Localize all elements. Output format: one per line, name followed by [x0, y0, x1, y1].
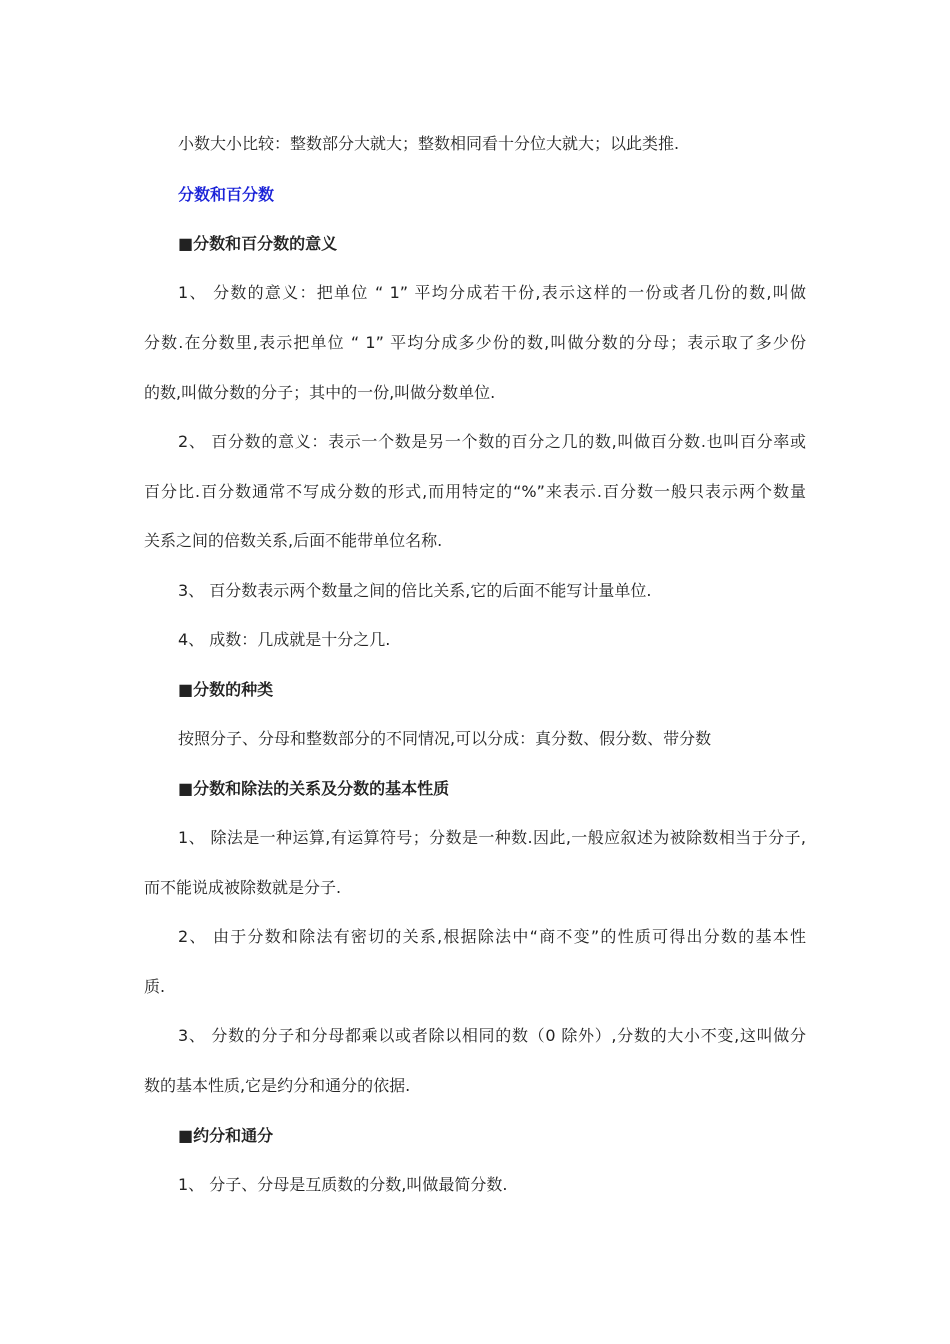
- paragraph-basic-property-line-2: 数的基本性质,它是约分和通分的依据.: [144, 1076, 411, 1095]
- paragraph-simplest-fraction: 1、 分子、分母是互质数的分数,叫做最简分数.: [178, 1175, 508, 1194]
- subheading-reduction-common-denominator: ■约分和通分: [178, 1126, 274, 1145]
- paragraph-cheng-shu: 4、 成数：几成就是十分之几.: [178, 630, 391, 649]
- paragraph-percentage-ratio: 3、 百分数表示两个数量之间的倍比关系,它的后面不能写计量单位.: [178, 581, 652, 600]
- subheading-types: ■分数的种类: [178, 680, 274, 699]
- paragraph-quotient-line-1: 2、 由于分数和除法有密切的关系,根据除法中“商不变”的性质可得出分数的基本性: [178, 927, 806, 946]
- section-title-fractions-percentages: 分数和百分数: [178, 185, 275, 204]
- paragraph-fraction-meaning-line-3: 的数,叫做分数的分子；其中的一份,叫做分数单位.: [144, 383, 496, 402]
- paragraph-decimal-comparison: 小数大小比较：整数部分大就大；整数相同看十分位大就大；以此类推.: [178, 134, 680, 153]
- paragraph-percentage-meaning-line-2: 百分比.百分数通常不写成分数的形式,而用特定的“%”来表示.百分数一般只表示两个数量: [144, 482, 806, 501]
- paragraph-percentage-meaning-line-3: 关系之间的倍数关系,后面不能带单位名称.: [144, 531, 443, 550]
- paragraph-basic-property-line-1: 3、 分数的分子和分母都乘以或者除以相同的数（0 除外）,分数的大小不变,这叫做分: [178, 1026, 806, 1045]
- paragraph-percentage-meaning-line-1: 2、 百分数的意义：表示一个数是另一个数的百分之几的数,叫做百分数.也叫百分率或: [178, 432, 806, 451]
- paragraph-division-line-1: 1、 除法是一种运算,有运算符号；分数是一种数.因此,一般应叙述为被除数相当于分子,: [178, 828, 806, 847]
- paragraph-division-line-2: 而不能说成被除数就是分子.: [144, 878, 342, 897]
- subheading-division-relationship: ■分数和除法的关系及分数的基本性质: [178, 779, 450, 798]
- paragraph-fraction-types: 按照分子、分母和整数部分的不同情况,可以分成：真分数、假分数、带分数: [178, 729, 712, 748]
- paragraph-fraction-meaning-line-2: 分数.在分数里,表示把单位 “ 1” 平均分成多少份的数,叫做分数的分母；表示取了多少份: [144, 333, 806, 352]
- paragraph-fraction-meaning-line-1: 1、 分数的意义：把单位 “ 1” 平均分成若干份,表示这样的一份或者几份的数,叫做: [178, 283, 806, 302]
- paragraph-quotient-line-2: 质.: [144, 977, 166, 996]
- subheading-meaning: ■分数和百分数的意义: [178, 234, 338, 253]
